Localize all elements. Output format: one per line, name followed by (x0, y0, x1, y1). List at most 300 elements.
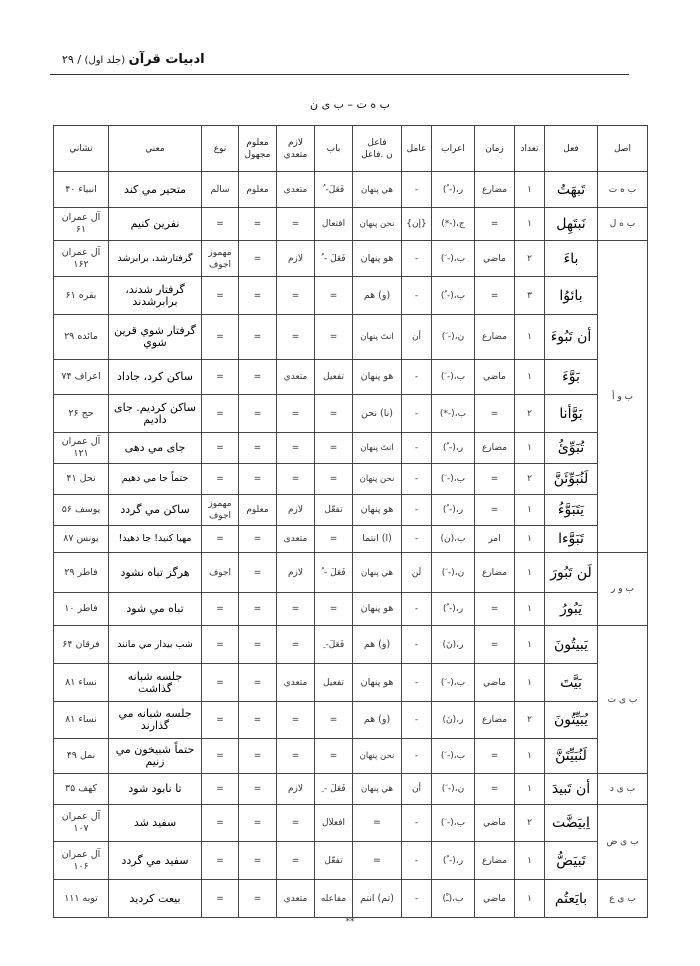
transitivity-cell: = (277, 277, 315, 315)
reference-cell: انبياء ۴۰ (54, 172, 109, 208)
voice-cell: = (239, 464, 277, 495)
meaning-cell: ساكن مي گردد (109, 495, 202, 526)
col-header-fael-line2: ن .فاعل (361, 149, 393, 160)
bab-cell: فَعَلَ- ُ (315, 172, 353, 208)
type-cell: = (202, 277, 239, 315)
meaning-cell: جلسه شبانه گذاشت (109, 664, 202, 702)
count-cell: ۱ (515, 664, 545, 702)
voice-cell: = (239, 842, 277, 880)
subject-cell: = (353, 842, 402, 880)
root-cell: ب ه ل (598, 208, 648, 241)
type-cell: = (202, 395, 239, 433)
erab-cell: ب،(ن) (432, 526, 475, 553)
bab-cell: تفعّل (315, 495, 353, 526)
reference-cell: كهف ۳۵ (54, 774, 109, 805)
col-header-fel: فعل (545, 126, 598, 172)
erab-cell: ر،(- ُ) (432, 433, 475, 464)
table-row (54, 495, 648, 526)
reference-cell: آل عمران ۱۲۱ (54, 433, 109, 464)
verb-cell: تَبَوَّءا (545, 526, 598, 553)
bab-cell: فَعَلَ - ِ (315, 774, 353, 805)
bab-cell: افعلال (315, 805, 353, 842)
bab-cell: = (315, 464, 353, 495)
tense-cell: = (475, 277, 515, 315)
table-row (54, 702, 648, 739)
amel-cell: - (402, 277, 432, 315)
verb-cell: بايَعتُم (545, 880, 598, 918)
tense-cell: مضارع (475, 553, 515, 593)
table-row (54, 842, 648, 880)
meaning-cell: بيعت كرديد (109, 880, 202, 918)
table-body (54, 172, 648, 918)
tense-cell: امر (475, 526, 515, 553)
verb-cell: أن تَبُوءَ (545, 315, 598, 360)
tense-cell: = (475, 593, 515, 626)
page-number: ۲۹ (62, 53, 74, 66)
bab-cell: مفاعله (315, 880, 353, 918)
erab-cell: ن،(- َ) (432, 774, 475, 805)
subject-cell: هو پنهان (353, 593, 402, 626)
reference-cell: آل عمران ۱۰۶ (54, 842, 109, 880)
transitivity-cell: لازم (277, 553, 315, 593)
bab-cell: = (315, 526, 353, 553)
verb-cell: يَبُورُ (545, 593, 598, 626)
subject-cell: هو پنهان (353, 664, 402, 702)
verb-cell: اِبيَضَّت (545, 805, 598, 842)
amel-cell: - (402, 395, 432, 433)
voice-cell: = (239, 433, 277, 464)
count-cell: ۱ (515, 208, 545, 241)
table-row (54, 277, 648, 315)
count-cell: ۳ (515, 277, 545, 315)
amel-cell: - (402, 526, 432, 553)
col-header-erab: اعراب (432, 126, 475, 172)
transitivity-cell: = (277, 842, 315, 880)
meaning-cell: حتماً شبيخون مي زنيم (109, 739, 202, 774)
erab-cell: ر،(- ُ) (432, 172, 475, 208)
meaning-cell: سفيد مي گردد (109, 842, 202, 880)
table-row (54, 360, 648, 395)
verb-cell: بَيَّتَ (545, 664, 598, 702)
table-row (54, 805, 648, 842)
amel-cell: - (402, 664, 432, 702)
verb-cell: يُبَيِّتُونَ (545, 702, 598, 739)
verb-cell: بَوَّأنا (545, 395, 598, 433)
subject-cell: (ا) انتما (353, 526, 402, 553)
bab-cell: افتعال (315, 208, 353, 241)
voice-cell: = (239, 805, 277, 842)
bab-cell: = (315, 739, 353, 774)
col-header-fael-line1: فاعل (367, 137, 387, 148)
type-cell: = (202, 626, 239, 664)
erab-cell: ب،(- َ) (432, 360, 475, 395)
type-cell: سالم (202, 172, 239, 208)
meaning-cell: تباه مي شود (109, 593, 202, 626)
amel-cell: أن (402, 774, 432, 805)
verb-cell: لَن تَبُورَ (545, 553, 598, 593)
root-cell: ب ی ض (598, 805, 648, 880)
amel-cell: - (402, 360, 432, 395)
amel-cell: - (402, 880, 432, 918)
subject-cell: هو پنهان (353, 495, 402, 526)
count-cell: ۱ (515, 880, 545, 918)
verb-cell: أن تَبيدَ (545, 774, 598, 805)
reference-cell: توبه ۱۱۱ (54, 880, 109, 918)
voice-cell: = (239, 277, 277, 315)
meaning-cell: تا نابود شود (109, 774, 202, 805)
type-cell: = (202, 664, 239, 702)
tense-cell: ماضي (475, 805, 515, 842)
tense-cell: = (475, 774, 515, 805)
transitivity-cell: = (277, 315, 315, 360)
bab-cell: تفعيل (315, 664, 353, 702)
table-row (54, 553, 648, 593)
amel-cell: - (402, 172, 432, 208)
reference-cell: حج ۲۶ (54, 395, 109, 433)
col-header-neshani: نشاني (54, 126, 109, 172)
amel-cell: - (402, 626, 432, 664)
count-cell: ۱ (515, 495, 545, 526)
count-cell: ۲ (515, 464, 545, 495)
transitivity-cell: متعدي (277, 664, 315, 702)
col-header-lazem (277, 126, 315, 172)
erab-cell: ب،(- َ) (432, 805, 475, 842)
subject-cell: نحن پنهان (353, 208, 402, 241)
count-cell: ۱ (515, 842, 545, 880)
type-cell: مهموز اجوف (202, 241, 239, 277)
count-cell: ۱ (515, 433, 545, 464)
transitivity-cell: = (277, 593, 315, 626)
voice-cell: = (239, 395, 277, 433)
reference-cell: فرقان ۶۴ (54, 626, 109, 664)
count-cell: ۱ (515, 626, 545, 664)
erab-cell: ر،(- ُ) (432, 842, 475, 880)
subject-cell: انتَ پنهان (353, 315, 402, 360)
erab-cell: ب،(ـْ) (432, 880, 475, 918)
meaning-cell: مهيا كنيد! جا دهيد! (109, 526, 202, 553)
bab-cell: = (315, 315, 353, 360)
book-title: ادبیات قرآن (128, 52, 205, 67)
tense-cell: مضارع (475, 702, 515, 739)
erab-cell: ب،(-*) (432, 395, 475, 433)
transitivity-cell: = (277, 208, 315, 241)
type-cell: = (202, 702, 239, 739)
col-header-noe: نوع (202, 126, 239, 172)
transitivity-cell: = (277, 739, 315, 774)
count-cell: ۲ (515, 805, 545, 842)
subject-cell: (و) هم (353, 626, 402, 664)
meaning-cell: متحير مي كند (109, 172, 202, 208)
voice-cell: = (239, 774, 277, 805)
meaning-cell: سفيد شد (109, 805, 202, 842)
col-header-fael (353, 126, 402, 172)
table-row (54, 315, 648, 360)
reference-cell: نحل ۴۱ (54, 464, 109, 495)
verb-cell: باءَ (545, 241, 598, 277)
reference-cell: نمل ۴۹ (54, 739, 109, 774)
tense-cell: = (475, 626, 515, 664)
type-cell: = (202, 433, 239, 464)
meaning-cell: گرفتارشد، برابرشد (109, 241, 202, 277)
count-cell: ۲ (515, 241, 545, 277)
col-header-maloom-line2: مجهول (244, 149, 271, 160)
erab-cell: ر،(- ُ) (432, 593, 475, 626)
voice-cell: = (239, 526, 277, 553)
count-cell: ۱ (515, 172, 545, 208)
tense-cell: = (475, 208, 515, 241)
erab-cell: ب،(- َ) (432, 241, 475, 277)
subject-cell: هي پنهان (353, 172, 402, 208)
root-cell: ب ی د (598, 774, 648, 805)
voice-cell: = (239, 553, 277, 593)
amel-cell: أن (402, 315, 432, 360)
subject-cell: = (353, 805, 402, 842)
bab-cell: فَعَلَ - ُ (315, 241, 353, 277)
voice-cell: = (239, 360, 277, 395)
type-cell: = (202, 593, 239, 626)
meaning-cell: ساكن كرد، جاداد (109, 360, 202, 395)
transitivity-cell: = (277, 626, 315, 664)
type-cell: = (202, 315, 239, 360)
bab-cell: = (315, 593, 353, 626)
bab-cell: تفعيل (315, 360, 353, 395)
col-header-bab: باب (315, 126, 353, 172)
table-row (54, 464, 648, 495)
bab-cell: تفعّل (315, 842, 353, 880)
transitivity-cell: = (277, 464, 315, 495)
col-header-lazem-line1: لازم (287, 137, 304, 148)
voice-cell: = (239, 315, 277, 360)
voice-cell: = (239, 593, 277, 626)
transitivity-cell: لازم (277, 495, 315, 526)
section-subtitle: ب ه ت – ب ی ن (310, 98, 390, 111)
verb-cell: لَنُبَوِّئَنَّ (545, 464, 598, 495)
tense-cell: مضارع (475, 315, 515, 360)
voice-cell: = (239, 702, 277, 739)
verb-analysis-table (53, 125, 648, 918)
meaning-cell: گرفتار شدند، برابرشدند (109, 277, 202, 315)
amel-cell: - (402, 702, 432, 739)
verb-cell: نَبتَهِل (545, 208, 598, 241)
type-cell: = (202, 464, 239, 495)
amel-cell: - (402, 842, 432, 880)
amel-cell: - (402, 593, 432, 626)
verb-cell: تُبَوِّئُ (545, 433, 598, 464)
reference-cell: نساء ۸۱ (54, 664, 109, 702)
transitivity-cell: متعدي (277, 360, 315, 395)
voice-cell: = (239, 664, 277, 702)
reference-cell: آل عمران ۱۶۲ (54, 241, 109, 277)
meaning-cell: هرگز تباه نشود (109, 553, 202, 593)
bab-cell: = (315, 433, 353, 464)
voice-cell: = (239, 208, 277, 241)
verb-cell: لَنُبَيِّتَنَّ (545, 739, 598, 774)
count-cell: ۲ (515, 702, 545, 739)
count-cell: ۱ (515, 360, 545, 395)
amel-cell: لَن (402, 553, 432, 593)
count-cell: ۱ (515, 553, 545, 593)
bab-cell: = (315, 277, 353, 315)
meaning-cell: حتماً جا مي دهيم (109, 464, 202, 495)
count-cell: ۱ (515, 774, 545, 805)
header-separator: / (77, 53, 82, 66)
col-header-tedad: تعداد (515, 126, 545, 172)
table-row (54, 593, 648, 626)
count-cell: ۱ (515, 315, 545, 360)
subject-cell: هو پنهان (353, 360, 402, 395)
voice-cell: = (239, 626, 277, 664)
tense-cell: مضارع (475, 172, 515, 208)
transitivity-cell: = (277, 805, 315, 842)
reference-cell: اعراف ۷۴ (54, 360, 109, 395)
voice-cell: = (239, 739, 277, 774)
count-cell: ۱ (515, 526, 545, 553)
reference-cell: آل عمران ۱۰۷ (54, 805, 109, 842)
subject-cell: (تم) انتم (353, 880, 402, 918)
verb-cell: يَتَبَوَّءُ (545, 495, 598, 526)
col-header-lazem-line2: متعدي (283, 149, 308, 160)
table-row (54, 664, 648, 702)
col-header-asl: اصل (598, 126, 648, 172)
meaning-cell: ساكن كرديم. جای داديم (109, 395, 202, 433)
tense-cell: ماضي (475, 241, 515, 277)
count-cell: ۲ (515, 395, 545, 433)
erab-cell: ر،(- ُ) (432, 495, 475, 526)
erab-cell: ج،(-*) (432, 208, 475, 241)
amel-cell: - (402, 739, 432, 774)
table-row (54, 880, 648, 918)
reference-cell: يونس ۸۷ (54, 526, 109, 553)
erab-cell: ر،(نَ) (432, 702, 475, 739)
table-header-row (54, 126, 648, 172)
amel-cell: - (402, 805, 432, 842)
reference-cell: مائده ۲۹ (54, 315, 109, 360)
header-rule (50, 74, 629, 75)
verb-cell: تَبهَتُ (545, 172, 598, 208)
reference-cell: آل عمران ۶۱ (54, 208, 109, 241)
type-cell: مهموز اجوف (202, 495, 239, 526)
tense-cell: ماضي (475, 360, 515, 395)
bab-cell: فَعَلَ- ِ (315, 626, 353, 664)
reference-cell: يوسف ۵۶ (54, 495, 109, 526)
subject-cell: (و) هم (353, 702, 402, 739)
transitivity-cell: = (277, 395, 315, 433)
col-header-maloom (239, 126, 277, 172)
type-cell: = (202, 208, 239, 241)
root-cell: ب و ر (598, 553, 648, 626)
tense-cell: ماضي (475, 880, 515, 918)
bab-cell: = (315, 702, 353, 739)
page-header (62, 48, 628, 70)
bab-cell: = (315, 395, 353, 433)
count-cell: ۱ (515, 739, 545, 774)
erab-cell: ب،(- َ) (432, 464, 475, 495)
volume-label: (جلد اول) (84, 55, 126, 66)
type-cell: اجوف (202, 553, 239, 593)
reference-cell: فاطر ۱۰ (54, 593, 109, 626)
meaning-cell: شب بيدار مي مانند (109, 626, 202, 664)
meaning-cell: گرفتار شوي قرين شوي (109, 315, 202, 360)
subject-cell: نحن پنهان (353, 464, 402, 495)
subject-cell: هي پنهان (353, 774, 402, 805)
meaning-cell: نفرين كنيم (109, 208, 202, 241)
meaning-cell: جلسه شبانه مي گذارند (109, 702, 202, 739)
root-cell: ب ی ع (598, 880, 648, 918)
type-cell: = (202, 360, 239, 395)
subject-cell: (و) هم (353, 277, 402, 315)
type-cell: = (202, 842, 239, 880)
root-cell: ب ه ت (598, 172, 648, 208)
subject-cell: انتَ پنهان (353, 433, 402, 464)
type-cell: = (202, 526, 239, 553)
transitivity-cell: متعدی (277, 172, 315, 208)
amel-cell: {إن} (402, 208, 432, 241)
verb-cell: بائوُا (545, 277, 598, 315)
table-row (54, 526, 648, 553)
table-row (54, 739, 648, 774)
tense-cell: ماضي (475, 664, 515, 702)
reference-cell: فاطر ۲۹ (54, 553, 109, 593)
transitivity-cell: = (277, 433, 315, 464)
table-row (54, 626, 648, 664)
count-cell: ۱ (515, 593, 545, 626)
erab-cell: ب،(- ُ) (432, 277, 475, 315)
type-cell: = (202, 774, 239, 805)
tense-cell: = (475, 495, 515, 526)
type-cell: = (202, 880, 239, 918)
col-header-mana: معني (109, 126, 202, 172)
amel-cell: - (402, 433, 432, 464)
tense-cell: = (475, 464, 515, 495)
voice-cell: معلوم (239, 495, 277, 526)
reference-cell: نساء ۸۱ (54, 702, 109, 739)
subject-cell: هي پنهان (353, 553, 402, 593)
tense-cell: مضارع (475, 433, 515, 464)
subject-cell: (نا) نحن (353, 395, 402, 433)
voice-cell: معلوم (239, 172, 277, 208)
transitivity-cell: متعدي (277, 880, 315, 918)
table-row (54, 395, 648, 433)
erab-cell: ر،(نَ) (432, 626, 475, 664)
transitivity-cell: لازم (277, 241, 315, 277)
table-row (54, 241, 648, 277)
verb-cell: يَبيتُونَ (545, 626, 598, 664)
col-header-amel: عامل (402, 126, 432, 172)
meaning-cell: جای مي دهی (109, 433, 202, 464)
erab-cell: ب،(- َ) (432, 664, 475, 702)
col-header-zaman: زمان (475, 126, 515, 172)
footer-mark: ** (345, 917, 355, 927)
type-cell: = (202, 805, 239, 842)
verb-cell: بَوَّءَ (545, 360, 598, 395)
table-row (54, 774, 648, 805)
subject-cell: نحن پنهان (353, 739, 402, 774)
table-row (54, 433, 648, 464)
amel-cell: - (402, 241, 432, 277)
transitivity-cell: متعدی (277, 526, 315, 553)
transitivity-cell: لازم (277, 774, 315, 805)
amel-cell: - (402, 464, 432, 495)
table-row (54, 208, 648, 241)
type-cell: = (202, 739, 239, 774)
erab-cell: ب،(- َ) (432, 739, 475, 774)
tense-cell: = (475, 395, 515, 433)
root-cell: ب و أ (598, 241, 648, 553)
erab-cell: ن،(- َ) (432, 553, 475, 593)
col-header-maloom-line1: معلوم (246, 137, 269, 148)
voice-cell: = (239, 880, 277, 918)
bab-cell: فَعَلَ - ُ (315, 553, 353, 593)
